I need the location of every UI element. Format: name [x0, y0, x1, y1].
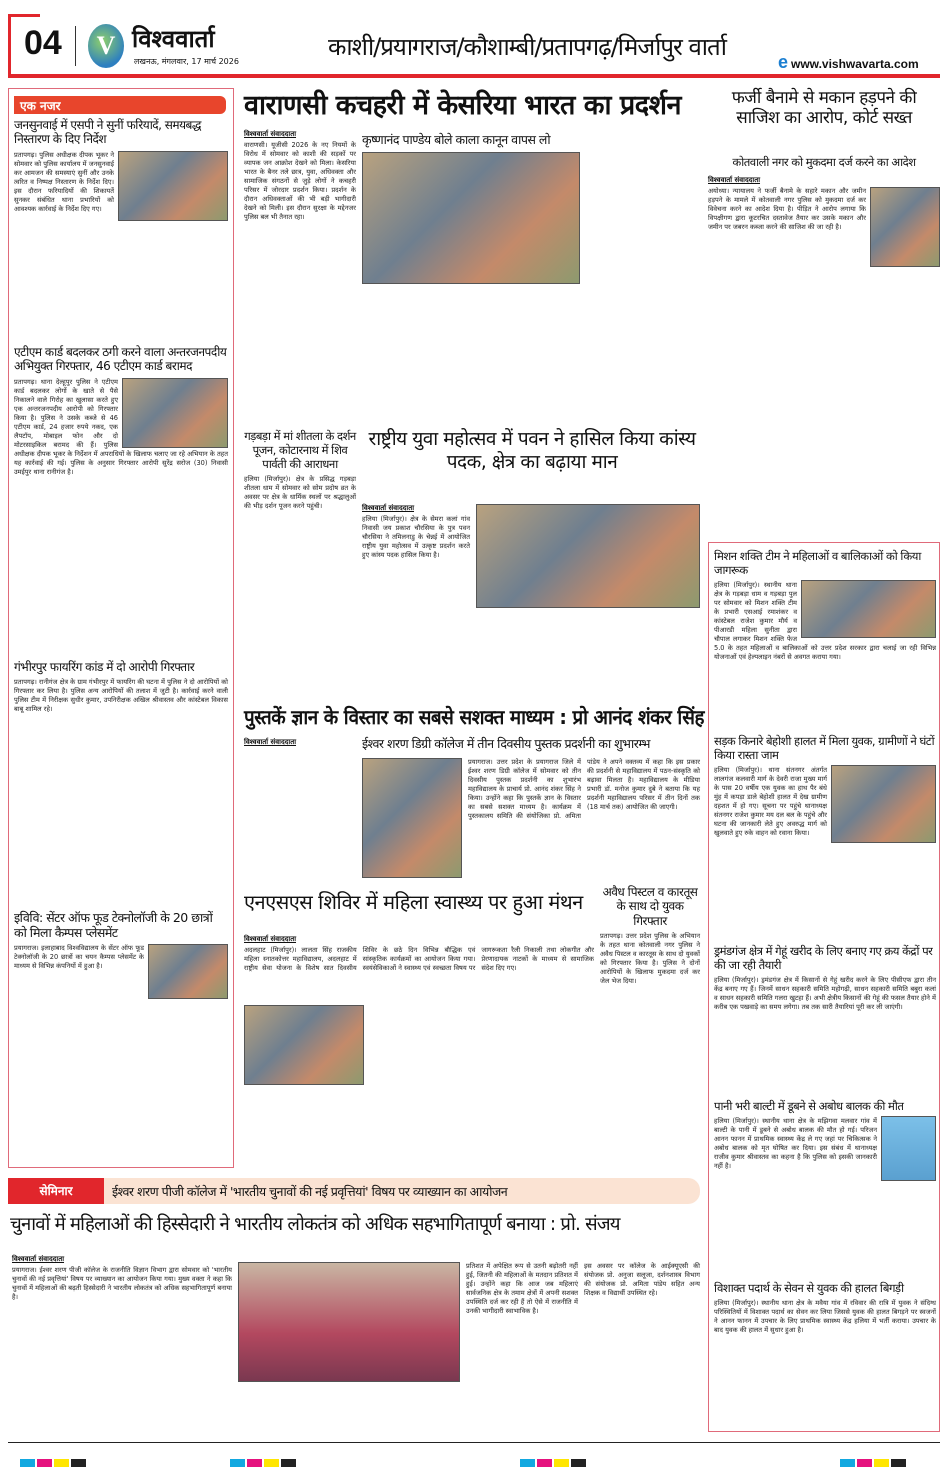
headline: ड्रमंडगंज क्षेत्र में गेहूं खरीद के लिए बनाए गए क्रय केंद्रों पर की जा रही तैयारी — [714, 944, 933, 972]
article-shitla — [244, 430, 356, 511]
seminar-headline: चुनावों में महिलाओं की हिस्सेदारी ने भारतीय लोकतंत्र को अधिक सहभागितापूर्ण बनाया : प्रो. संजय — [10, 1214, 620, 1235]
photo — [118, 151, 228, 221]
nss-photo — [244, 1005, 364, 1085]
article-bucket — [714, 1100, 936, 1183]
article-body: इस अवसर पर कॉलेज के आईक्यूएसी की संयोजक प्रो. अनुजा सलूजा, दर्शनशास्त्र विभाग की संयोजक प्रो. अमिता पांडेय सहित अन्य शिक्षक व विद्यार्थी उपस्थित रहे। — [584, 1262, 700, 1297]
article-mission-shakti — [714, 550, 936, 662]
website-link[interactable]: ewww.vishwavarta.com — [778, 52, 919, 72]
article-firing — [14, 660, 228, 714]
article-jansunwai — [14, 118, 228, 223]
article-body: हलिया (मिर्जापुर)। स्थानीय थाना क्षेत्र के मझिगवा मलवार गांव में बाल्टी के पानी में डूबने से अबोध बालक की मौत हो गई। परिजन आनन फानन में प्राथमिक स्वास्थ्य केंद्र ले गए जहां पर चिकित्सक ने अबोध बालक को मृत घोषित कर दिया। इस संबंध में थानाध्यक्ष राजीव कुमार श्रीवास्तव का कहना है कि पुलिस को इसकी जानकारी नहीं है। — [714, 1116, 877, 1170]
headline: इविवि: सेंटर ऑफ फूड टेक्नोलॉजी के 20 छात्रों को मिला कैम्पस प्लेसमेंट — [14, 910, 213, 940]
article-road-jam — [714, 735, 936, 845]
article-body: अदलहाट (मिर्जापुर)। लालता सिंह राजकीय महिला स्नातकोत्तर महाविद्यालय, अदलहाट में राष्ट्रीय सेवा योजना के विशेष सात दिवसीय शिविर के छठे दिन विभिन्न बौद्धिक एवं सांस्कृतिक कार्यक्रमों का आयोजन किया गया। स्वयंसेविकाओं ने स्वास्थ्य एवं स्वच्छता विषय पर जागरूकता रैली निकाली तथा लोकगीत और प्रेरणादायक नाटकों के माध्यम से सामाजिक संदेश दिए गए। — [244, 946, 594, 972]
seminar-photo — [238, 1262, 460, 1382]
article-wheat — [714, 945, 936, 1012]
article-poison — [714, 1282, 936, 1335]
photo — [870, 187, 940, 267]
lead-headline: वाराणसी कचहरी में केसरिया भारत का प्रदर्शन — [244, 90, 681, 121]
article-body: प्रतिशत में अपेक्षित रूप से उतनी बढ़ोतरी नहीं हुई, जितनी की महिलाओं के मतदान प्रतिशत में हुई। उन्होंने कहा कि आज जब महिलाएं सार्वजनिक क्षेत्र के तमाम क्षेत्रों में अपनी सशक्त उपस्थिति दर्ज कर रही हैं तो ऐसे में राजनीति में उनकी भागीदारी स्वाभाविक है। — [466, 1262, 578, 1315]
byline: विश्ववार्ता संवाददाता — [12, 1255, 65, 1263]
lead-subheadline: कृष्णानंद पाण्डेय बोले काला कानून वापस लो — [362, 132, 551, 147]
headline: जनसुनवाई में एसपी ने सुनीं फरियादें, समयबद्ध निस्तारण के दिए निर्देश — [14, 118, 201, 147]
article-farji — [708, 176, 940, 269]
browser-icon: e — [778, 52, 789, 72]
photo — [831, 765, 936, 843]
right-lead-subheadline: कोतवाली नगर को मुकदमा दर्ज करने का आदेश — [732, 155, 916, 169]
byline: विश्ववार्ता संवाददाता — [244, 130, 297, 138]
seminar-strap: ईश्वर शरण पीजी कॉलेज में 'भारतीय चुनावों की नई प्रवृत्तियां' विषय पर व्याख्यान का आयोजन — [112, 1184, 508, 1199]
article-yuva — [362, 504, 470, 560]
article-body: हलिया (मिर्जापुर)। क्षेत्र के सेमरा कलां गांव निवासी जय प्रकाश चौरसिया के पुत्र पवन चौरसिया ने तमिलनाडु के चेन्नई में आयोजित राष्ट्रीय युवा महोत्सव में उत्कृष्ट प्रदर्शन करते हुए कांस्य पदक हासिल किया है। — [362, 515, 470, 559]
photo — [122, 378, 228, 448]
color-bar — [230, 1452, 298, 1471]
headline: मिशन शक्ति टीम ने महिलाओं व बालिकाओं को किया जागरूक — [714, 549, 921, 577]
seminar-label: सेमिनार — [8, 1178, 104, 1204]
books-photo — [362, 758, 462, 878]
article-body: हलिया (मिर्जापुर)। स्थानीय थाना क्षेत्र के मवैया गांव में रविवार की रात्रि में युवक ने संदिग्ध परिस्थितियों में विशाक्त पदार्थ का सेवन कर लिया जिससे युवक की हालत बिगड़ने पर स्वजनों ने आनन फानन में उपचार के लिए प्राथमिक स्वास्थ्य केंद्र हलिया में भर्ती कराया। उपचार के बाद युवक की हालत में सुधार हुआ है। — [714, 1298, 936, 1334]
photo — [801, 580, 936, 638]
article-body: प्रयागराज। ईश्वर शरण पीजी कॉलेज के राजनीति विज्ञान विभाग द्वारा सोमवार को 'भारतीय चुनावों की नई प्रवृत्तियां' विषय पर व्याख्यान का आयोजन किया गया। मुख्य वक्ता ने कहा कि चुनावों में महिलाओं की बढ़ती हिस्सेदारी ने भारतीय लोकतंत्र को अधिक सहभागितापूर्ण बनाया है। — [12, 1266, 232, 1301]
right-lead-headline: फर्जी बैनामे से मकान हड़पने की साजिश का आरोप, कोर्ट सख्त — [731, 88, 917, 129]
headline: अवैध पिस्टल व कारतूस के साथ दो युवक गिरफ्तार — [602, 885, 698, 928]
seminar-col1 — [12, 1255, 232, 1302]
photo — [148, 944, 228, 999]
article-body: प्रतापगढ़। थाना देल्हूपुर पुलिस ने एटीएम कार्ड बदलकर लोगों के खाते से पैसे निकालने वाले गिरोह का खुलासा करते हुए एक अन्तरजनपदीय आरोपी को गिरफ्तार किया है। पुलिस ने उसके कब्जे से 46 एटीएम कार्ड, 24 हजार रुपये नकद, एक लैपटॉप, मोबाइल फोन और दो मोटरसाइकिल बरामद की हैं। पुलिस अधीक्षक दीपक भूकर के निर्देशन में अपराधियों के खिलाफ चलाए जा रहे अभियान के तहत यह कार्रवाई की गई। पुलिस के अनुसार गिरफ्तार आरोपी सुरेंद्र सरोज (30) निवासी उमईपुर थाना रानीगंज है। — [14, 377, 228, 476]
article-body: वाराणसी। यूजीसी 2026 के नए नियमों के विरोध में सोमवार को काशी की सड़कों पर व्यापक जन आक्रोश देखने को मिला। केसरिया भारत के बैनर तले छात्र, युवा, अधिवक्ता और सामाजिक संगठनों से जुड़े लोगों ने कचहरी परिसर में जोरदार प्रदर्शन किया। प्रदर्शन के दौरान अधिवक्ताओं की भी बड़ी भागीदारी देखने को मिली। इस दौरान सुरक्षा के मद्देनजर पुलिस बल भी तैनात रहा। — [244, 141, 356, 221]
article-body: प्रतापगढ़। उत्तर प्रदेश पुलिस के अभियान के तहत थाना कोतवाली नगर पुलिस ने अवैध पिस्टल व कारतूस के साथ दो युवकों को गिरफ्तार किया है। पुलिस ने दोनों आरोपियों के खिलाफ मुकदमा दर्ज कर जेल भेज दिया। — [600, 932, 700, 986]
rule — [8, 1442, 940, 1443]
headline: विशाक्त पदार्थ के सेवन से युवक की हालत बिगड़ी — [714, 1281, 904, 1295]
article-pistol — [600, 885, 700, 986]
article-body: हलिया (मिर्जापुर)। क्षेत्र के प्रसिद्ध गड़बड़ा शीतला धाम में सोमवार को सोम प्रदोष व्रत के अवसर पर क्षेत्र के धार्मिक स्थलों पर श्रद्धालुओं की भीड़ दर्शन पूजन करने पहुंची। — [244, 475, 356, 511]
article-placement — [14, 910, 228, 1001]
divider — [75, 26, 76, 66]
yuva-headline: राष्ट्रीय युवा महोत्सव में पवन ने हासिल किया कांस्य पदक, क्षेत्र का बढ़ाया मान — [368, 428, 696, 473]
byline: विश्ववार्ता संवाददाता — [244, 935, 297, 943]
article-body: प्रयागराज। इलाहाबाद विश्वविद्यालय के सेंटर ऑफ फूड टेक्नोलॉजी के 20 छात्रों का चयन कैम्पस प्लेसमेंट के माध्यम से विभिन्न कंपनियों में हुआ है। — [14, 944, 144, 970]
color-bar — [20, 1452, 88, 1471]
dateline: लखनऊ, मंगलवार, 17 मार्च 2026 — [134, 57, 239, 66]
page-number: 04 — [24, 24, 62, 62]
headline: पानी भरी बाल्टी में डूबने से अबोध बालक की मौत — [714, 1099, 904, 1113]
brand-name: विश्ववार्ता — [132, 25, 215, 53]
article-body: प्रयागराज। उत्तर प्रदेश के प्रयागराज जिले में ईश्वर शरण डिग्री कॉलेज में सोमवार को तीन दिवसीय पुस्तक प्रदर्शनी का शुभारंभ महाविद्यालय के प्राचार्य प्रो. आनंद शंकर सिंह ने किया। उन्होंने कहा कि पुस्तकें ज्ञान के विस्तार का सबसे सशक्त माध्यम है। कार्यक्रम में पुस्तकालय समिति की संयोजिका प्रो. अमिता पांडेय ने अपने वक्तव्य में कहा कि इस प्रकार की प्रदर्शनी से महाविद्यालय में पठन-संस्कृति को बढ़ावा मिलता है। महाविद्यालय के मीडिया प्रभारी डॉ. मनोज कुमार दुबे ने बताया कि यह प्रदर्शनी महाविद्यालय परिसर में तीन दिनों तक (18 मार्च तक) आयोजित की जाएगी। — [468, 758, 700, 820]
yuva-photo — [476, 504, 700, 608]
photo — [881, 1116, 936, 1181]
article-body: प्रतापगढ़। पुलिस अधीक्षक दीपक भूकर ने सोमवार को पुलिस कार्यालय में जनसुनवाई कर आमजन की समस्याएं सुनीं और उनके त्वरित व निष्पक्ष निस्तारण के निर्देश दिए। इस दौरान फरियादियों की शिकायतें सुनकर संबंधित थाना प्रभारियों को आवश्यक कार्रवाई के निर्देश दिए गए। — [14, 150, 114, 213]
byline: विश्ववार्ता संवाददाता — [362, 504, 415, 512]
section-title: काशी/प्रयागराज/कौशाम्बी/प्रतापगढ़/मिर्जापुर वार्ता — [328, 33, 726, 61]
article-body: प्रतापगढ़। रानीगंज क्षेत्र के ग्राम गंभीरपुर में फायरिंग की घटना में पुलिस ने दो आरोपियों को गिरफ्तार कर लिया है। पुलिस अन्य आरोपियों की तलाश में जुटी है। कार्रवाई करने वाली पुलिस टीम में निरीक्षक सुधीर कुमार, उपनिरीक्षक अखिल श्रीवास्तव और कांस्टेबल विकास बाबू शामिल रहे। — [14, 678, 228, 714]
headline: सड़क किनारे बेहोशी हालत में मिला युवक, ग्रामीणों ने घंटों किया रास्ता जाम — [714, 734, 935, 762]
headline: गंभीरपुर फायरिंग कांड में दो आरोपी गिरफ्तार — [14, 660, 195, 674]
lead-col1 — [244, 130, 356, 222]
color-bar — [520, 1452, 588, 1471]
article-nss — [244, 935, 594, 973]
books-subheadline: ईश्वर शरण डिग्री कॉलेज में तीन दिवसीय पुस्तक प्रदर्शनी का शुभारम्भ — [362, 736, 650, 751]
ek-nazar-box — [8, 88, 234, 1168]
article-body: हलिया (मिर्जापुर)। स्थानीय थाना क्षेत्र के गड़बड़ा धाम व गड़बड़ा पुल पर सोमवार को मिशन शक्ति टीम के प्रभारी एसआई रमाशंकर व कांस्टेबल राजेश कुमार मौर्य व पीआरडी महिला सुनीता द्वारा चौपाल लगाकर मिशन शक्ति फेज 5.0 के तहत महिलाओं व बालिकाओं को उत्तर प्रदेश सरकार द्वारा चलाई जा रही विभिन्न योजनाओं एवं हेल्पलाइन नंबरों से अवगत कराया गया। — [714, 580, 936, 661]
books-headline: पुस्तकें ज्ञान के विस्तार का सबसे सशक्त माध्यम : प्रो आनंद शंकर सिंह — [244, 705, 705, 729]
headline: गड़बड़ा में मां शीतला के दर्शन पूजन, कोटारनाथ में शिव पार्वती की आराधना — [244, 429, 356, 471]
article-body: हलिया (मिर्जापुर)। थाना संतनगर अंतर्गत लालगंज कलवारी मार्ग के देवरी राजा मुख्य मार्ग के पास 20 वर्षीय एक युवक का हाथ पैर बंधे मुंह में कपड़ा डाले बेहोशी हालत में देख ग्रामीण दहशत में हो गए। सूचना पर पहुंचे थानाध्यक्ष संतनगर राजेश कुमार मय दल बल के पहुंचे और घटना की जानकारी लेते हुए अवरुद्ध मार्ग को खुलवाते हुए रुके वाहन को रवाना किया। — [714, 765, 827, 837]
lead-photo — [362, 152, 580, 284]
headline: एटीएम कार्ड बदलकर ठगी करने वाला अन्तरजनपदीय अभियुक्त गिरफ्तार, 46 एटीएम कार्ड बरामद — [14, 345, 227, 374]
article-body: हलिया (मिर्जापुर)। ड्रमंडगंज क्षेत्र में किसानों से गेहूं खरीद करने के लिए पीसीएफ द्वारा तीन केंद्र बनाए गए हैं। जिनमें साधन सहकारी समिति महोगढ़ी, साधन सहकारी समिति बबुरा कलां व साधन सहकारी समिति गलरा खुटहा हैं। अभी क्षेत्रीय किसानों की गेहूं की फसल तैयार होने में करीब एक पखवाड़े का समय लगेगा। तब तक सारी तैयारियां पूरी कर ली जाएंगी। — [714, 975, 936, 1011]
brand-logo: V — [88, 24, 124, 68]
books-byline: विश्ववार्ता संवाददाता — [244, 738, 297, 746]
article-body: अयोध्या। न्यायालय ने फर्जी बैनामे के सहारे मकान और जमीन हड़पने के मामले में कोतवाली नगर पुलिस को मुकदमा दर्ज कर विवेचना करने का आदेश दिया है। पीड़ित ने आरोप लगाया कि विपक्षीगण द्वारा कूटरचित दस्तावेज तैयार कर उसके मकान और जमीन पर जबरन कब्जा करने की साजिश की जा रही है। — [708, 187, 866, 231]
article-atm — [14, 345, 228, 477]
nss-headline: एनएसएस शिविर में महिला स्वास्थ्य पर हुआ मंथन — [244, 890, 583, 914]
ek-nazar-label: एक नजर — [14, 96, 226, 114]
byline: विश्ववार्ता संवाददाता — [708, 176, 761, 184]
color-bar — [840, 1452, 908, 1471]
